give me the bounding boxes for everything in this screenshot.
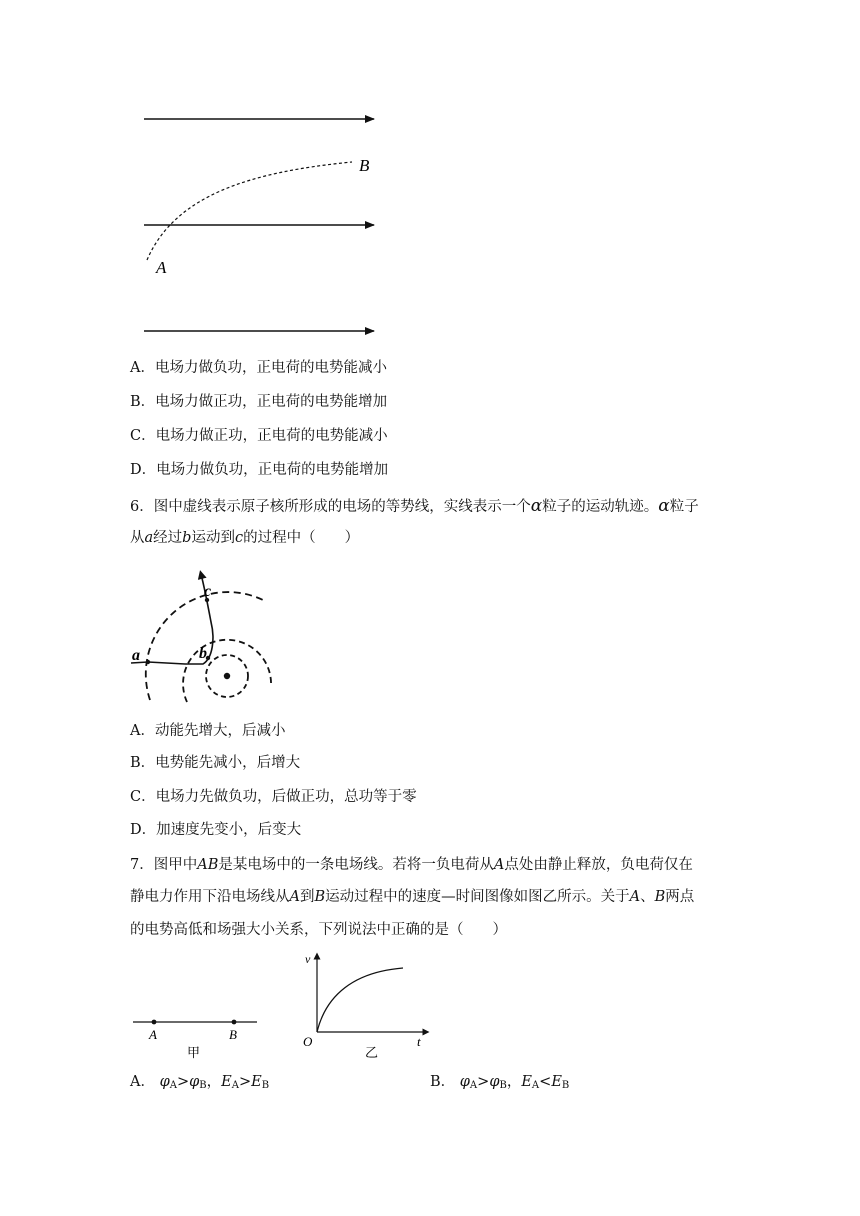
point-a-dot [152, 1020, 157, 1025]
q6-option-c: C．电场力先做负功，后做正功，总功等于零 [130, 789, 417, 805]
q6-stem-line2: 从a经过b运动到c的过程中（ ） [130, 530, 360, 546]
q6-option-d: D．加速度先变小，后变大 [130, 822, 302, 838]
q5-option-a: A．电场力做负功，正电荷的电势能减小 [130, 360, 387, 376]
q5-option-b: B．电场力做正功，正电荷的电势能增加 [130, 394, 388, 410]
caption-jia: 甲 [187, 1045, 201, 1060]
q7-stem-line2: 静电力作用下沿电场线从A到B运动过程中的速度—时间图像如图乙所示。关于A、B两点 [130, 889, 695, 905]
origin-label: O [303, 1034, 313, 1049]
q7-stem-line1: 7．图甲中AB是某电场中的一条电场线。若将一负电荷从A点处由静止释放，负电荷仅在 [130, 857, 693, 873]
figure-jia [130, 1008, 265, 1063]
q6-option-a: A．动能先增大，后减小 [130, 723, 286, 739]
label-a: A [149, 1027, 157, 1042]
equipotential-middle [183, 640, 271, 702]
trajectory-a-to-b [147, 162, 352, 260]
velocity-curve [317, 968, 403, 1032]
q7-option-a: A． $\varphi_A>\varphi_B$，$E_A>E_B$ [130, 1074, 270, 1091]
point-b-label: B [359, 156, 370, 175]
v-axis-label: v [305, 952, 311, 966]
point-a-dot [146, 660, 150, 664]
equipotential-figure [125, 560, 275, 710]
q6-stem-line1: 6．图中虚线表示原子核所形成的电场的等势线，实线表示一个α粒子的运动轨迹。α粒子 [130, 496, 699, 516]
q7-option-b: B． $\varphi_A>\varphi_B$，$E_A<E_B$ [430, 1074, 570, 1091]
point-b-dot [232, 1020, 237, 1025]
caption-yi: 乙 [365, 1045, 379, 1060]
label-a: a [132, 647, 140, 664]
q5-option-c: C．电场力做正功，正电荷的电势能减小 [130, 428, 388, 444]
label-c: c [204, 583, 212, 600]
point-a-label: A [156, 258, 167, 277]
q6-option-b: B．电势能先减小，后增大 [130, 755, 301, 771]
nucleus-dot [224, 673, 230, 679]
figure-yi-vt-graph [296, 950, 436, 1062]
q7-stem-line3: 的电势高低和场强大小关系，下列说法中正确的是（ ） [130, 922, 507, 938]
q5-option-d: D．电场力做负功，正电荷的电势能增加 [130, 462, 389, 478]
field-lines-figure [130, 100, 400, 345]
t-axis-label: t [417, 1034, 421, 1049]
label-b: b [199, 645, 207, 662]
label-b: B [229, 1027, 237, 1042]
